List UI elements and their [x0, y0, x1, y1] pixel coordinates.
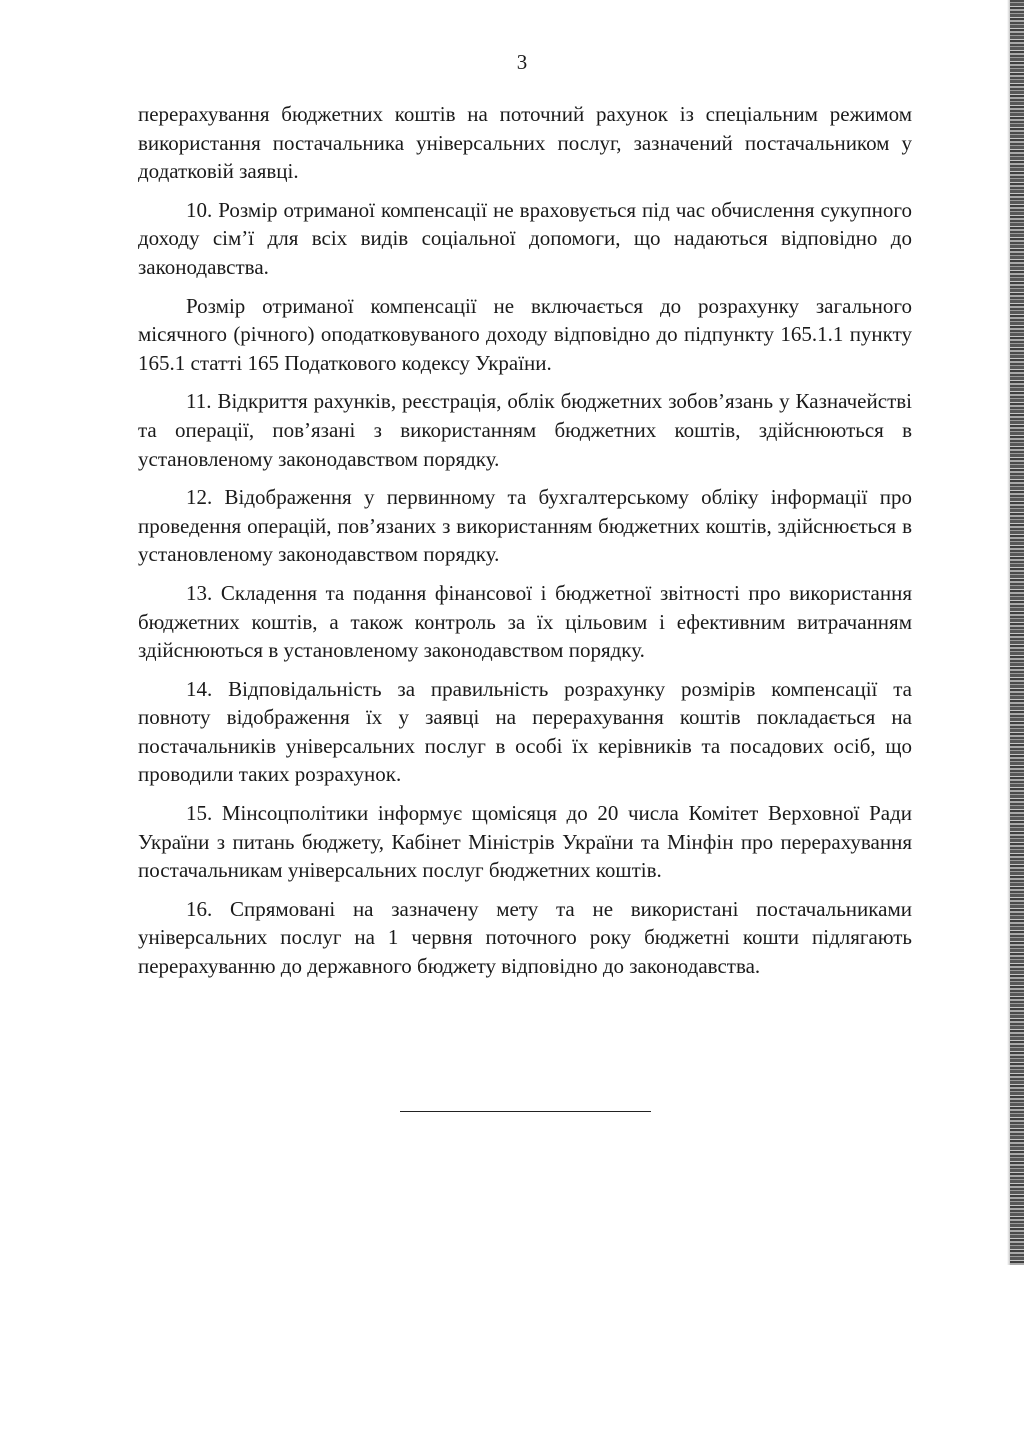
document-body: [138, 100, 912, 991]
paragraph-10-second: Розмір отриманої компенсації не включається до розрахунку загального місячного (річного) оподатковуваного доходу відповідно до підпункту 165.1.1 пункту 165.1 статті 165 Податкового кодексу України.: [138, 293, 912, 375]
paragraph-continuation: перерахування бюджетних коштів на поточний рахунок із спеціальним режимом використання постачальника універсальних послуг, зазначений постачальником у додатковій заявці.: [138, 102, 912, 184]
end-separator-line: [400, 1111, 651, 1112]
scan-edge-artifact: [1010, 0, 1024, 1265]
paragraph-12: 12. Відображення у первинному та бухгалтерському обліку інформації про проведення операцій, пов’язаних з використанням бюджетних коштів, здійснюється в установленому законодавством порядку.: [138, 485, 912, 567]
paragraph-16: 16. Спрямовані на зазначену мету та не використані постачальниками універсальних послуг на 1 червня поточного року бюджетні кошти підлягають перерахуванню до державного бюджету відповідно до законодавства.: [138, 896, 912, 979]
paragraph-15: 15. Мінсоцполітики інформує щомісяця до 20 числа Комітет Верховної Ради України з питань бюджету, Кабінет Міністрів України та Мінфін про перерахування постачальникам універсальних послуг бюджетних коштів.: [138, 801, 912, 883]
page-number: 3: [516, 50, 528, 74]
paragraph-11: 11. Відкриття рахунків, реєстрація, облік бюджетних зобов’язань у Казначействі та операції, пов’язані з використанням бюджетних коштів, здійснюються в установленому законодавством порядку.: [138, 389, 912, 471]
paragraph-10: 10. Розмір отриманої компенсації не враховується під час обчислення сукупного доходу сім’ї для всіх видів соціальної допомоги, що надаються відповідно до законодавства.: [138, 197, 912, 279]
paragraph-14: 14. Відповідальність за правильність розрахунку розмірів компенсації та повноту відображення їх у заявці на перерахування коштів покладається на постачальників універсальних послуг в особі їх керівників та посадових осіб, що проводили таких розрахунок.: [138, 676, 912, 787]
paragraph-13: 13. Складення та подання фінансової і бюджетної звітності про використання бюджетних коштів, а також контроль за їх цільовим і ефективним витрачанням здійснюються в установленому законодавством порядку.: [138, 580, 912, 663]
